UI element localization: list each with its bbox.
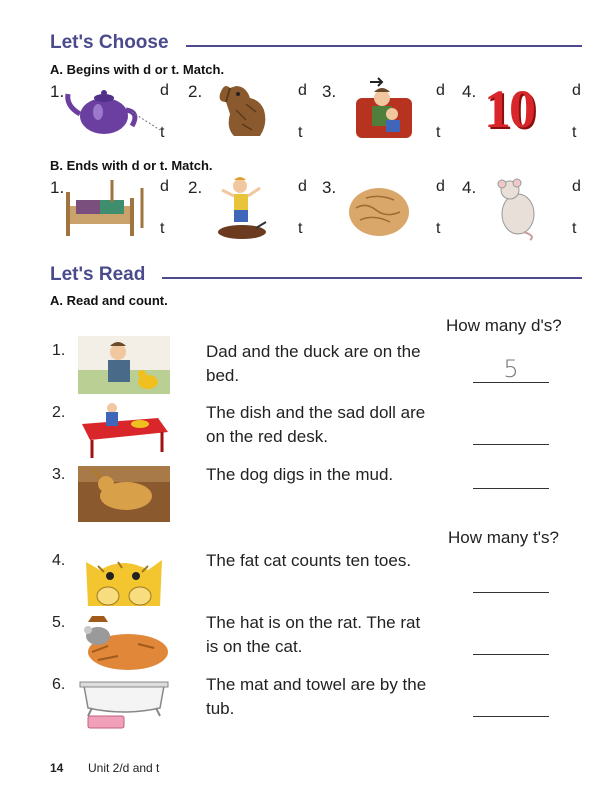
item-number: 4. <box>462 82 477 101</box>
read-sentence: The fat cat counts ten toes. <box>206 551 412 570</box>
rat-icon <box>490 178 544 242</box>
nut-icon <box>346 184 412 240</box>
doll-desk-icon <box>78 402 170 458</box>
choice-d[interactable]: d <box>160 178 169 195</box>
read-sentence: The hat is on the rat. The rat is on the cat. <box>206 613 421 656</box>
cat-toes-icon <box>78 548 170 606</box>
answer-blank[interactable] <box>473 462 549 489</box>
girl-in-mud-icon <box>212 176 272 242</box>
tub-mat-icon <box>78 674 170 732</box>
choice-t[interactable]: t <box>298 124 303 141</box>
read-sentence: The dog digs in the mud. <box>206 465 394 484</box>
choice-t[interactable]: t <box>572 220 577 237</box>
item-number: 2. <box>188 178 203 197</box>
unit-label: Unit 2/d and t <box>88 761 160 775</box>
read-item-number: 6. <box>52 676 66 693</box>
read-sentence: The dish and the sad doll are on the red desk. <box>206 403 426 446</box>
read-item-number: 4. <box>52 552 66 569</box>
dad-on-chair-icon <box>352 76 414 142</box>
read-heading: A. Read and count. <box>50 293 168 308</box>
choice-d[interactable]: d <box>572 82 581 99</box>
section-a-heading: A. Begins with d or t. Match. <box>50 62 225 77</box>
choice-t[interactable]: t <box>160 124 165 141</box>
answer-blank[interactable] <box>473 628 549 655</box>
section-b-heading: B. Ends with d or t. Match. <box>50 158 213 173</box>
lets-choose-title: Let's Choose <box>50 32 169 53</box>
item-number: 3. <box>322 82 337 101</box>
read-item-number: 5. <box>52 614 66 631</box>
choice-d[interactable]: d <box>572 178 581 195</box>
item-number: 1. <box>50 178 65 197</box>
choice-d[interactable]: d <box>298 178 307 195</box>
item-number: 4. <box>462 178 477 197</box>
read-item-number: 1. <box>52 342 66 359</box>
choice-d[interactable]: d <box>160 82 169 99</box>
read-sentence: Dad and the duck are on the bed. <box>206 342 421 385</box>
choice-d[interactable]: d <box>436 178 445 195</box>
choice-d[interactable]: d <box>436 82 445 99</box>
match-line <box>130 110 162 134</box>
choice-d[interactable]: d <box>298 82 307 99</box>
answer-blank[interactable] <box>473 566 549 593</box>
choice-t[interactable]: t <box>572 124 577 141</box>
lets-read-title: Let's Read <box>50 264 146 285</box>
item-number: 2. <box>188 82 203 101</box>
read-sentence: The mat and towel are by the tub. <box>206 675 427 718</box>
bed-icon <box>62 178 152 242</box>
choice-t[interactable]: t <box>160 220 165 237</box>
answer-blank[interactable] <box>473 418 549 445</box>
answer-blank[interactable] <box>473 690 549 717</box>
rat-hat-cat-icon <box>78 612 170 670</box>
howmany-d-label: How many d's? <box>446 316 562 335</box>
lets-read-rule <box>162 277 582 279</box>
page-number: 14 <box>50 761 64 775</box>
choice-t[interactable]: t <box>436 220 441 237</box>
dad-duck-bed-icon <box>78 336 170 394</box>
choice-t[interactable]: t <box>436 124 441 141</box>
choice-t[interactable]: t <box>298 220 303 237</box>
read-item-number: 2. <box>52 404 66 421</box>
answer-blank[interactable]: 5 <box>473 356 549 383</box>
lets-choose-rule <box>186 45 582 47</box>
number-ten-icon: 10 <box>484 79 534 139</box>
item-number: 3. <box>322 178 337 197</box>
read-item-number: 3. <box>52 466 66 483</box>
dog-icon <box>216 80 274 140</box>
item-number: 1. <box>50 82 65 101</box>
howmany-t-label: How many t's? <box>448 528 559 547</box>
dog-digging-icon <box>78 466 170 522</box>
